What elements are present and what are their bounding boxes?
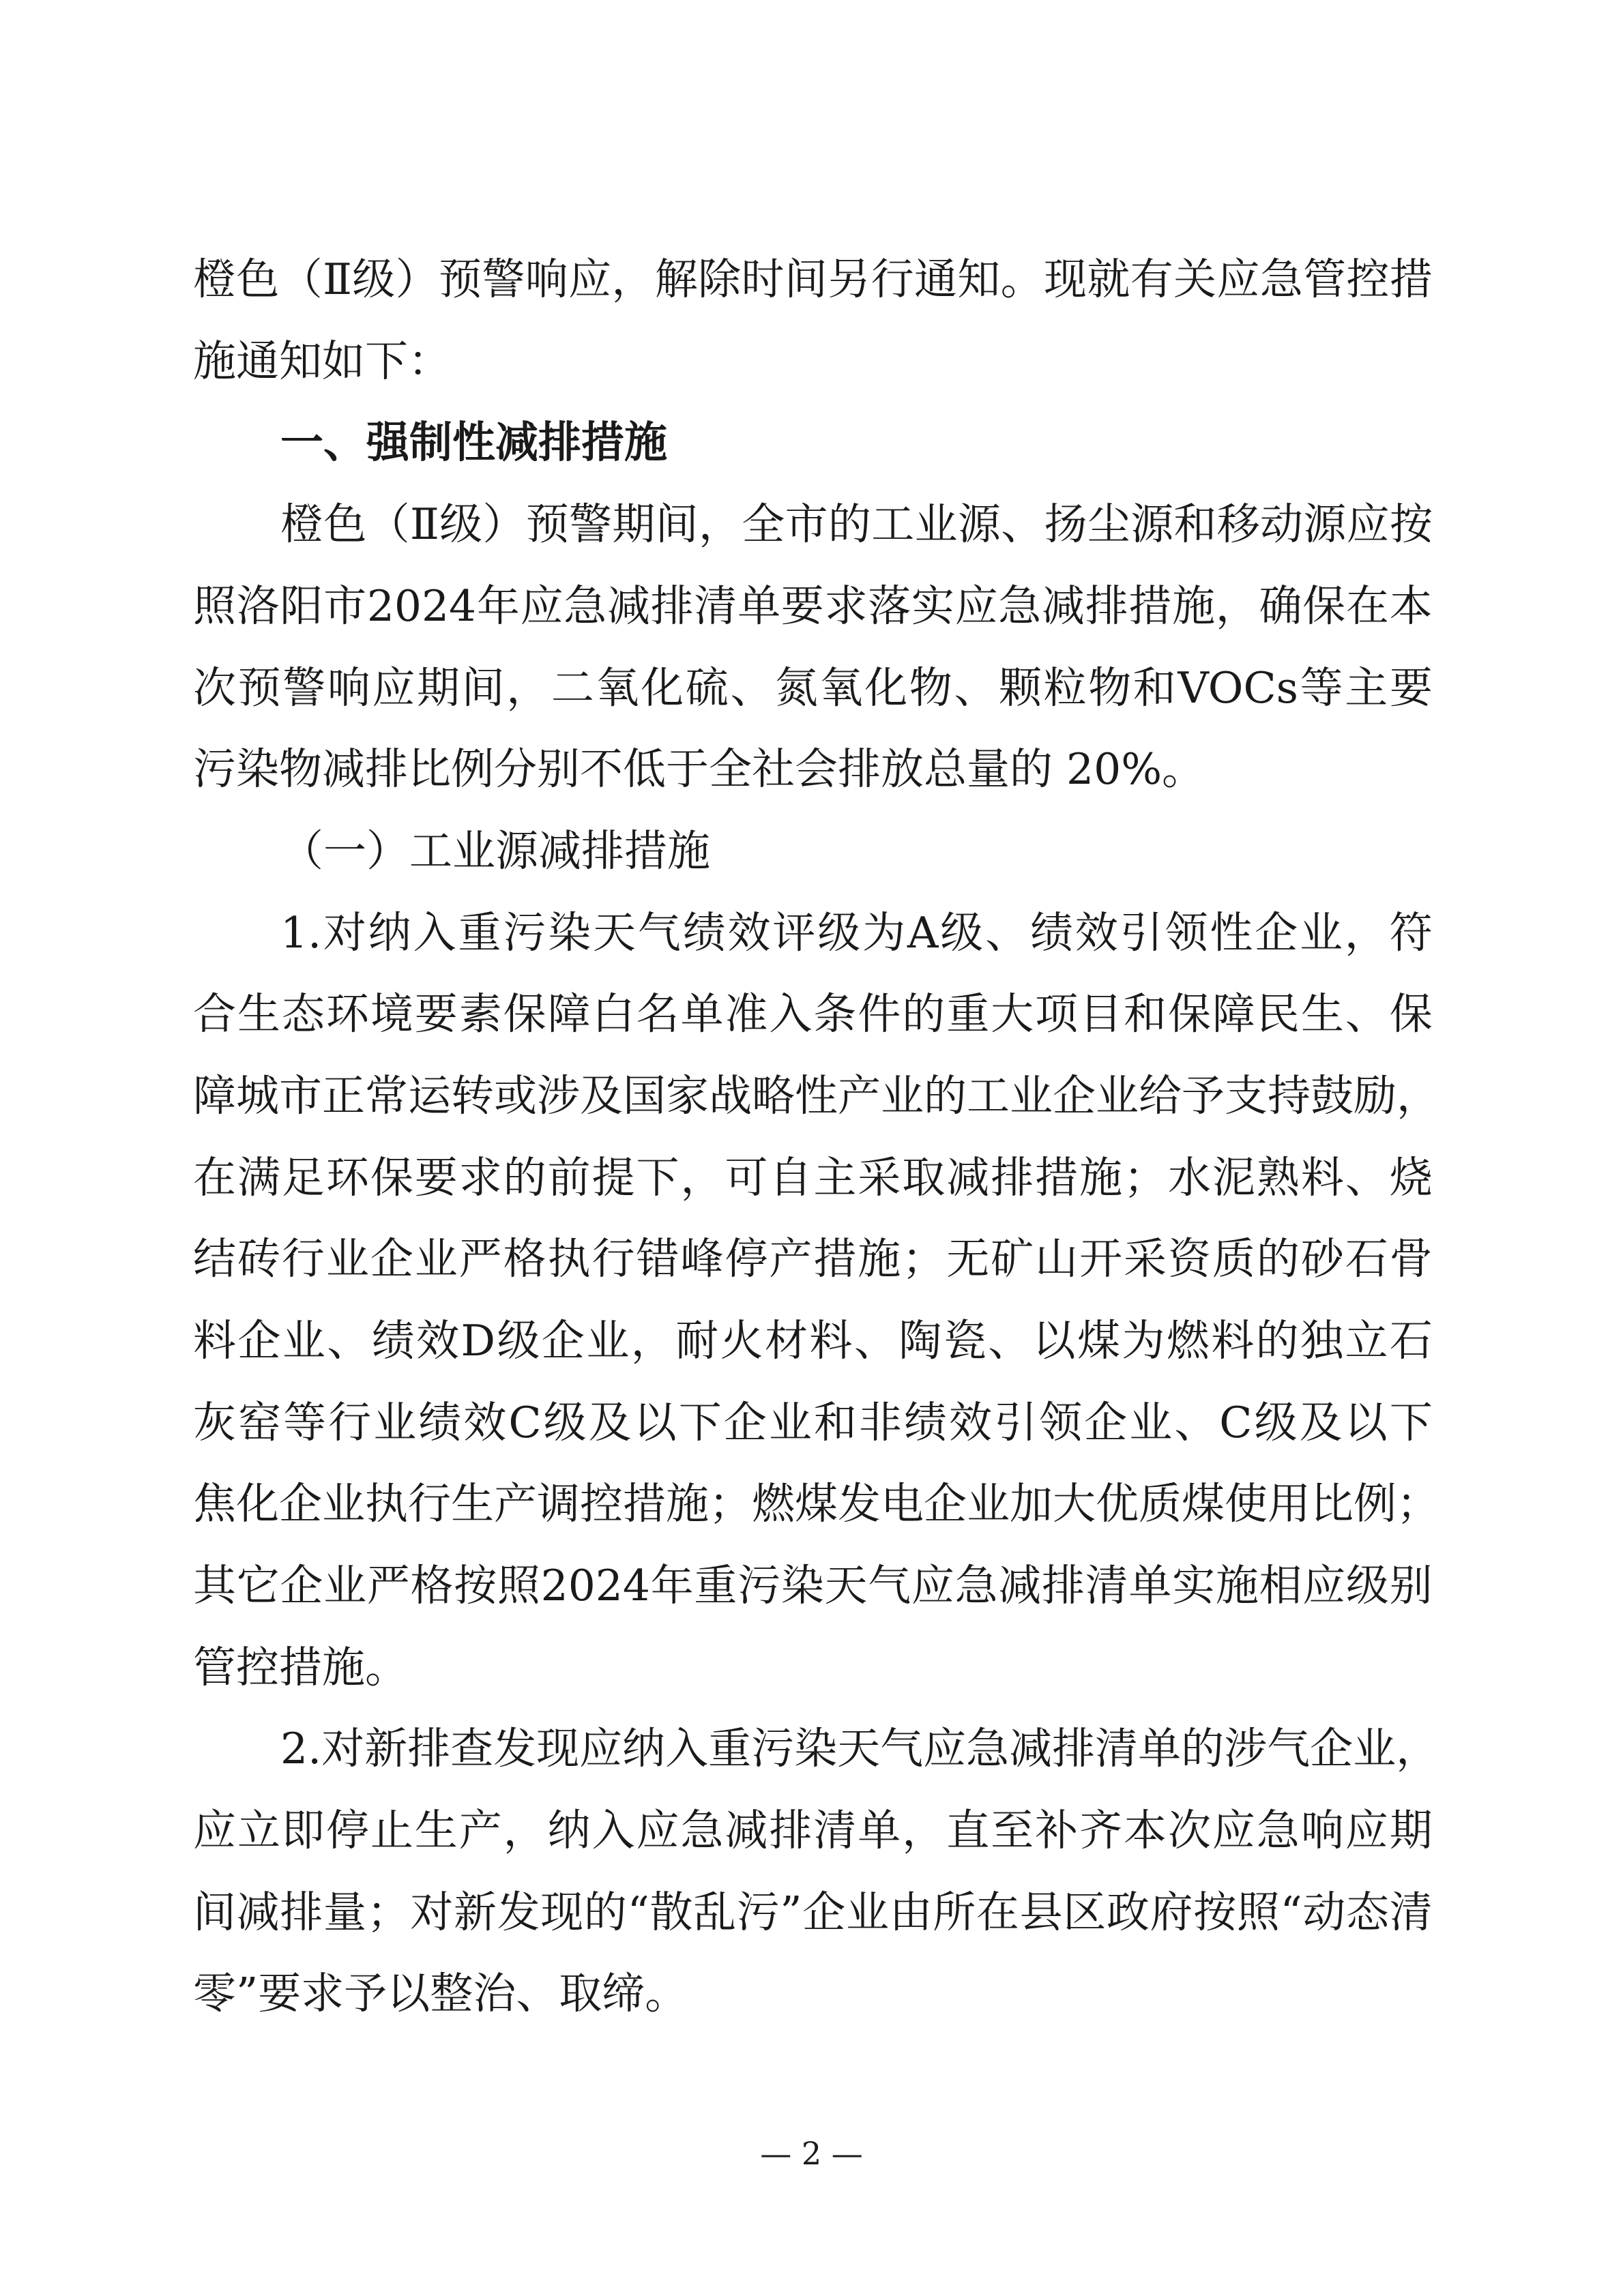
text-line: 其 它 企 业 严 格 按 照 2024 年 重 污 染 天 气 应 急 减 排 清 单 实 施 相 应 级 别 (193, 1561, 1433, 1610)
page-number: — 2 — (760, 2135, 863, 2172)
text-line: 灰 窑 等 行 业 绩 效 C 级 及 以 下 企 业 和 非 绩 效 引 领 企 业 、 C 级 及 以 下 (193, 1398, 1433, 1447)
text-line: 1. 对 纳 入 重 污 染 天 气 绩 效 评 级 为 A 级 、 绩 效 引 领 性 企 业 ， 符 (280, 908, 1433, 958)
text-line: 应 立 即 停 止 生 产 ， 纳 入 应 急 减 排 清 单 ， 直 至 补 齐 本 次 应 急 响 应 期 (193, 1806, 1433, 1855)
text-line: 合 生 态 环 境 要 素 保 障 白 名 单 准 入 条 件 的 重 大 项 目 和 保 障 民 生 、 保 (193, 989, 1433, 1039)
text-line: 料 企 业 、 绩 效 D 级 企 业 ， 耐 火 材 料 、 陶 瓷 、 以 煤 为 燃 料 的 独 立 石 (193, 1316, 1433, 1366)
text-line: 间 减 排 量 ； 对 新 发 现 的 “ 散 乱 污 ” 企 业 由 所 在 县 区 政 府 按 照 “ 动 态 清 (193, 1887, 1433, 1937)
text-line: 次 预 警 响 应 期 间 ， 二 氧 化 硫 、 氮 氧 化 物 、 颗 粒 物 和 VOCs 等 主 要 (193, 663, 1433, 713)
text-line: 障 城 市 正 常 运 转 或 涉 及 国 家 战 略 性 产 业 的 工 业 企 业 给 予 支 持 鼓 励 ， (193, 1071, 1439, 1121)
text-line: 污染物减排比例分别不低于全社会排放总量的 20%。 (193, 744, 1205, 794)
text-line: 焦 化 企 业 执 行 生 产 调 控 措 施 ； 燃 煤 发 电 企 业 加 大 优 质 煤 使 用 比 例 ； (193, 1479, 1439, 1529)
text-line: 2. 对 新 排 查 发 现 应 纳 入 重 污 染 天 气 应 急 减 排 清 单 的 涉 气 企 业 ， (280, 1724, 1439, 1773)
text-line: 施通知如下： (193, 336, 451, 386)
text-line: 结 砖 行 业 企 业 严 格 执 行 错 峰 停 产 措 施 ； 无 矿 山 开 采 资 质 的 砂 石 骨 (193, 1234, 1433, 1284)
text-line: 管控措施。 (193, 1643, 408, 1692)
section-heading: 一、强制性减排措施 (280, 417, 667, 467)
text-line: 橙 色 （ Ⅱ 级 ） 预 警 期 间 ， 全 市 的 工 业 源 、 扬 尘 源 和 移 动 源 应 按 (280, 499, 1433, 549)
text-line: 零”要求予以整治、取缔。 (193, 1969, 688, 2018)
text-line: 在 满 足 环 保 要 求 的 前 提 下 ， 可 自 主 采 取 减 排 措 施 ； 水 泥 熟 料 、 烧 (193, 1153, 1433, 1203)
text-line: 照 洛 阳 市 2024 年 应 急 减 排 清 单 要 求 落 实 应 急 减 排 措 施 ， 确 保 在 本 (193, 581, 1433, 631)
subsection-heading: （一）工业源减排措施 (280, 826, 710, 876)
text-line: 橙 色 （ Ⅱ 级 ） 预 警 响 应 ， 解 除 时 间 另 行 通 知 。 现 就 有 关 应 急 管 控 措 (193, 254, 1433, 304)
